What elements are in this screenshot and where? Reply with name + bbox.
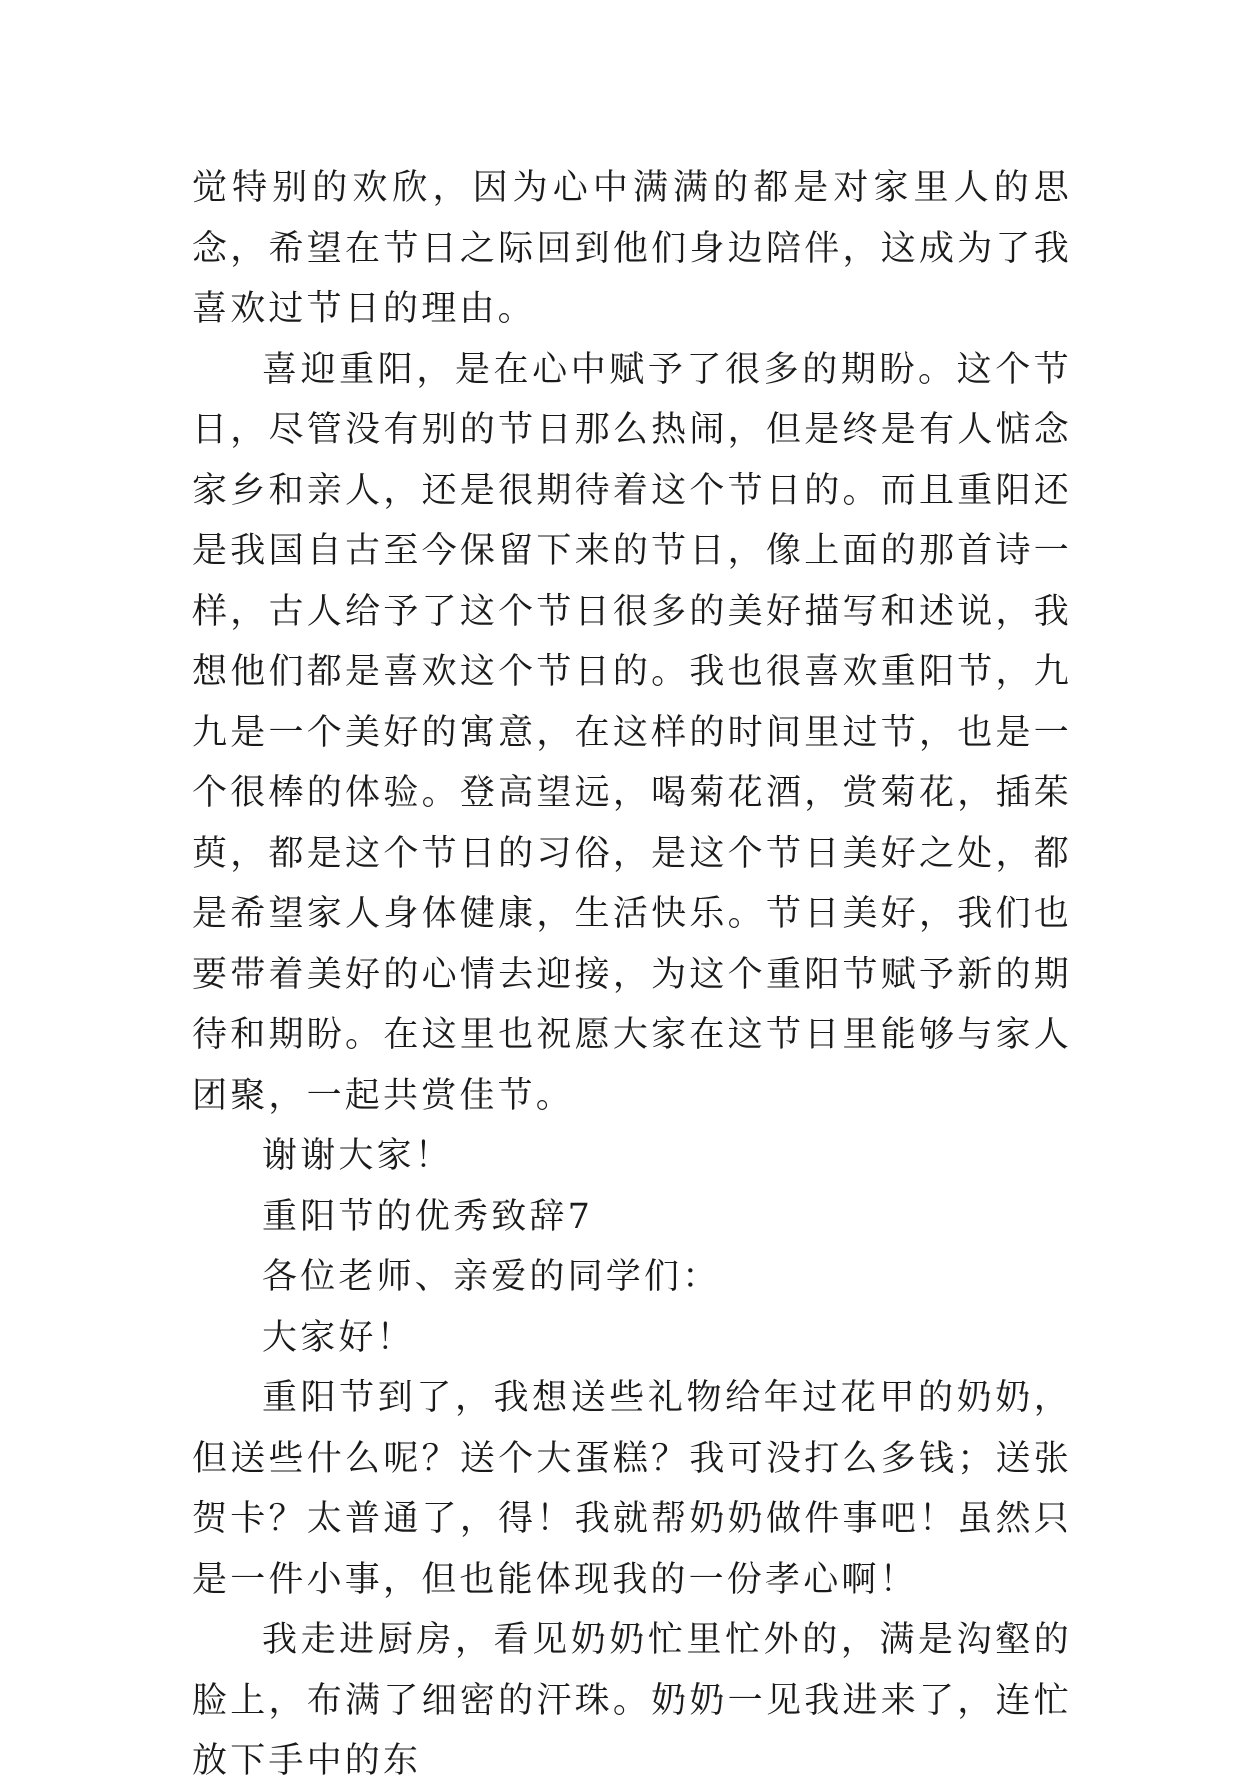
paragraph-continuation: 觉特别的欢欣，因为心中满满的都是对家里人的思念，希望在节日之际回到他们身边陪伴，这成为了我喜欢过节日的理由。 — [192, 168, 1072, 329]
greeting: 大家好！ — [262, 1317, 415, 1358]
paragraph-chongyang-expectation: 喜迎重阳，是在心中赋予了很多的期盼。这个节日，尽管没有别的节日那么热闹，但是终是有人惦念家乡和亲人，还是很期待着这个节日的。而且重阳还是我国自古至今保留下来的节日，像上面的那首诗一样，古人给予了这个节日很多的美好描写和述说，我想他们都是喜欢这个节日的。我也很喜欢重阳节，九九是一个美好的寓意，在这样的时间里过节，也是一个很棒的体验。登高望远，喝菊花酒，赏菊花，插茱萸，都是这个节日的习俗，是这个节日美好之处，都是希望家人身体健康，生活快乐。节日美好，我们也要带着美好的心情去迎接，为这个重阳节赋予新的期待和期盼。在这里也祝愿大家在这节日里能够与家人团聚，一起共赏佳节。 — [192, 349, 1072, 1116]
document-body — [192, 158, 1072, 1792]
section-heading: 重阳节的优秀致辞7 — [262, 1196, 594, 1237]
paragraph-thanks: 谢谢大家！ — [262, 1136, 454, 1176]
paragraph-kitchen: 我走进厨房，看见奶奶忙里忙外的，满是沟壑的脸上，布满了细密的汗珠。奶奶一见我进来了，连忙放下手中的东 — [192, 1620, 1072, 1781]
salutation: 各位老师、亲爱的同学们： — [262, 1257, 721, 1297]
paragraph-gift-idea: 重阳节到了，我想送些礼物给年过花甲的奶奶，但送些什么呢？送个大蛋糕？我可没打么多钱；送张贺卡？太普通了，得！我就帮奶奶做件事吧！虽然只是一件小事，但也能体现我的一份孝心啊！ — [192, 1378, 1072, 1600]
